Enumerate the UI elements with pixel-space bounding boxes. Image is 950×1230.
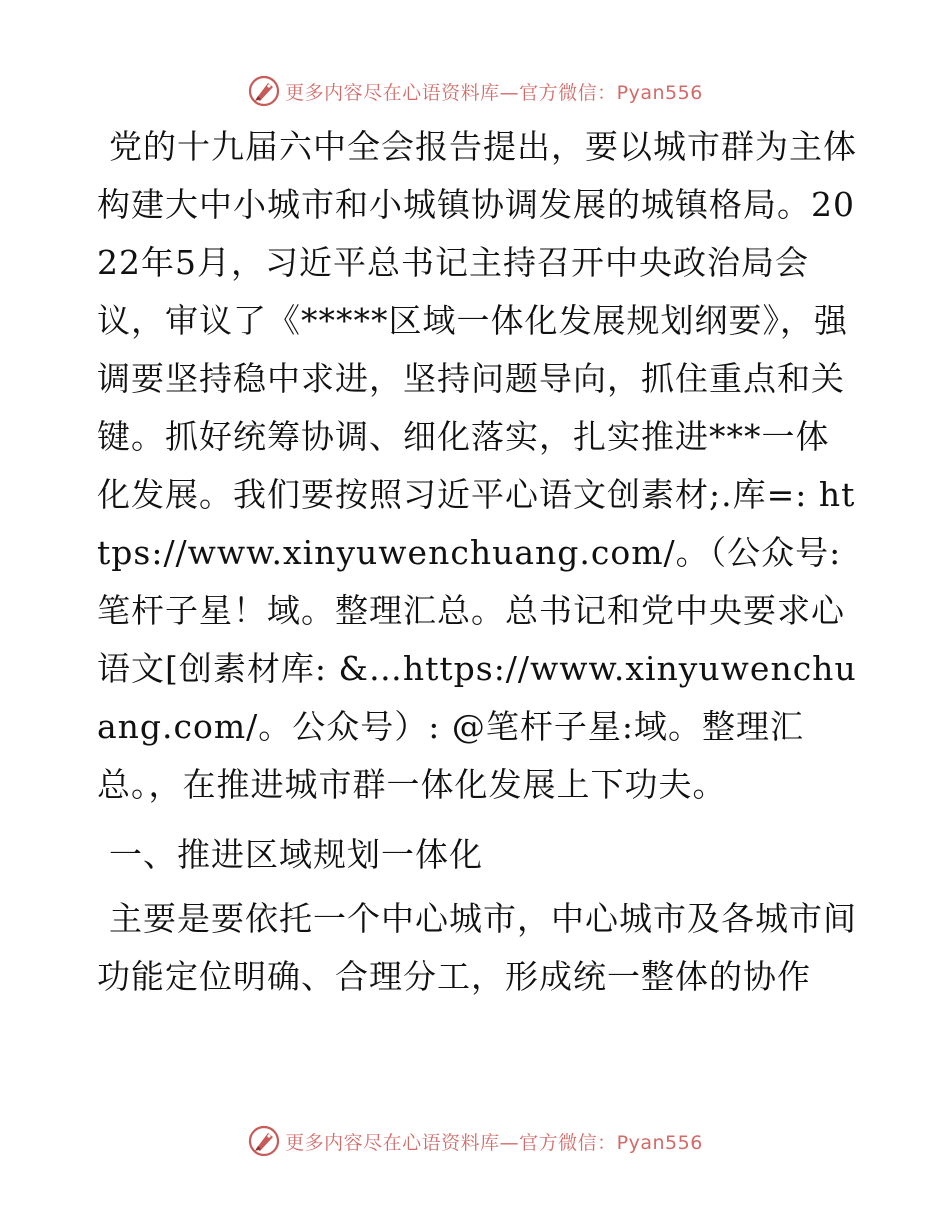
- body-paragraph: 党的十九届六中全会报告提出，要以城市群为主体构建大中小城市和小城镇协调发展的城镇格局。2022年5月，习近平总书记主持召开中央政治局会议，审议了《*****区域一体化发展规划纲要》，强调要坚持稳中求进，坚持问题导向，抓住重点和关键。抓好统筹协调、细化落实，扎实推进***一体化发展。我们要按照习近平心语文创素材;.库=: https://www.xinyuwenchuang.com/。（公众号: 笔杆子星！域。整理汇总。总书记和党中央要求心语文[创素材库: &…https://www.xinyuwenchuang.com/。公众号）: @笔杆子星:域。整理汇总。，在推进城市群一体化发展上下功夫。: [97, 127, 857, 804]
- footer-watermark-banner: [0, 1121, 950, 1161]
- section-heading: 一、推进区域规划一体化: [109, 835, 483, 874]
- document-body: [97, 118, 857, 1006]
- header-watermark-text: 更多内容尽在心语资料库—官方微信：Pyan556: [285, 81, 703, 104]
- pen-nib-logo-icon: [247, 1124, 281, 1158]
- header-watermark-banner: [0, 71, 950, 111]
- pen-nib-logo-icon: [247, 74, 281, 108]
- body-paragraph-2: 主要是要依托一个中心城市，中心城市及各城市间功能定位明确、合理分工，形成统一整体的协作: [97, 899, 857, 996]
- footer-watermark-text: 更多内容尽在心语资料库—官方微信：Pyan556: [285, 1131, 703, 1154]
